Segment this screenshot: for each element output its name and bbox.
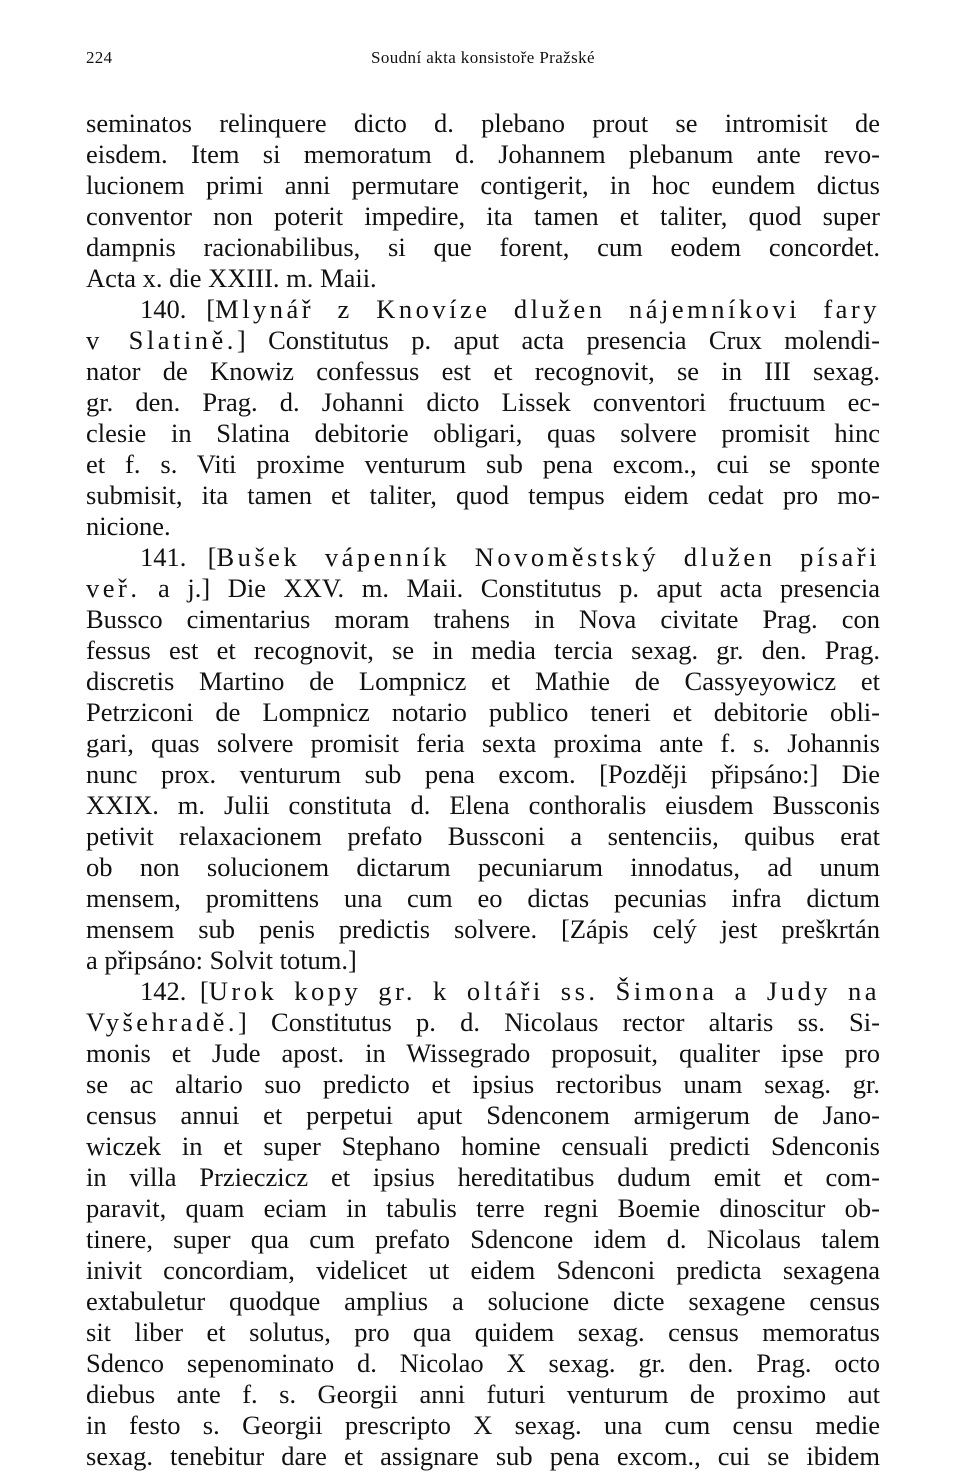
text-line (86, 294, 880, 325)
document-body (86, 108, 880, 1472)
text-line (86, 542, 880, 573)
text-line (86, 697, 880, 728)
line-text: sexag. tenebitur dare et assignare sub pena excom., cui se ibidem (86, 1441, 880, 1471)
text-line (86, 976, 880, 1007)
line-text: wiczek in et super Stephano homine censuali predicti Sdenconis (86, 1131, 880, 1161)
text-line (86, 883, 880, 914)
line-text: in festo s. Georgii prescripto X sexag. una cum censu medie (86, 1410, 880, 1440)
line-text: mensem, promittens una cum eo dictas pecunias infra dictum (86, 883, 880, 913)
text-line (86, 1162, 880, 1193)
text-line (86, 232, 880, 263)
spaced-heading-text: veř. (86, 573, 141, 603)
spaced-heading-text: v Slatině. (86, 325, 237, 355)
text-line (86, 1410, 880, 1441)
text-line (86, 759, 880, 790)
line-text: seminatos relinquere dicto d. plebano prout se intromisit de (86, 108, 880, 138)
spaced-heading-text: Mlynář z Knovíze dlužen nájemníkovi fary (215, 294, 881, 324)
line-text: nator de Knowiz confessus est et recognovit, se in III sexag. (86, 356, 880, 386)
line-text: dampnis racionabilibus, si que forent, cum eodem concordet. (86, 232, 880, 262)
line-text: discretis Martino de Lompnicz et Mathie de Cassyeyowicz et (86, 666, 880, 696)
line-text: gr. den. Prag. d. Johanni dicto Lissek conventori fructuum ec- (86, 387, 880, 417)
text-line (86, 1348, 880, 1379)
text-line (86, 1007, 880, 1038)
text-line (86, 821, 880, 852)
line-text: 140. [ (140, 294, 216, 324)
text-line (86, 945, 880, 976)
text-line (86, 1317, 880, 1348)
line-text: monis et Jude apost. in Wissegrado proposuit, qualiter ipse pro (86, 1038, 880, 1068)
line-text: gari, quas solvere promisit feria sexta proxima ante f. s. Johannis (86, 728, 880, 758)
text-line (86, 1255, 880, 1286)
line-text: extabuletur quodque amplius a solucione dicte sexagene census (86, 1286, 880, 1316)
text-line (86, 356, 880, 387)
line-text: nicione. (86, 511, 171, 541)
text-line (86, 325, 880, 356)
line-text: Bussco cimentarius moram trahens in Nova civitate Prag. con (86, 604, 880, 634)
text-line (86, 480, 880, 511)
text-line (86, 201, 880, 232)
line-text: inivit concordiam, videlicet ut eidem Sdenconi predicta sexagena (86, 1255, 880, 1285)
text-line (86, 1069, 880, 1100)
line-text: petivit relaxacionem prefato Bussconi a sentenciis, quibus erat (86, 821, 880, 851)
text-line (86, 1100, 880, 1131)
text-line (86, 1224, 880, 1255)
line-text: tinere, super qua cum prefato Sdencone idem d. Nicolaus talem (86, 1224, 880, 1254)
text-line (86, 604, 880, 635)
line-text: a j.] Die XXV. m. Maii. Constitutus p. aput acta presencia (140, 573, 880, 603)
text-line (86, 1038, 880, 1069)
line-text: a připsáno: Solvit totum.] (86, 945, 357, 975)
text-line (86, 263, 880, 294)
text-line (86, 635, 880, 666)
page-header (86, 48, 880, 72)
running-title: Soudní akta konsistoře Pražské (371, 48, 595, 67)
line-text: sit liber et solutus, pro qua quidem sexag. census memoratus (86, 1317, 880, 1347)
line-text: Acta x. die XXIII. m. Maii. (86, 263, 377, 293)
line-text: nunc prox. venturum sub pena excom. [Později připsáno:] Die (86, 759, 880, 789)
text-line (86, 1379, 880, 1410)
text-line (86, 108, 880, 139)
line-text: fessus est et recognovit, se in media tercia sexag. gr. den. Prag. (86, 635, 880, 665)
text-line (86, 914, 880, 945)
line-text: ob non solucionem dictarum pecuniarum innodatus, ad unum (86, 852, 880, 882)
text-line (86, 666, 880, 697)
line-text: mensem sub penis predictis solvere. [Zápis celý jest preškrtán (86, 914, 880, 944)
line-text: Sdenco sepenominato d. Nicolao X sexag. gr. den. Prag. octo (86, 1348, 880, 1378)
spaced-heading-text: Vyšehradě. (86, 1007, 238, 1037)
text-line (86, 728, 880, 759)
spaced-heading-text: Bušek vápenník Novoměstský dlužen písaři (216, 542, 880, 572)
line-text: ] Constitutus p. aput acta presencia Crux molendi- (236, 325, 880, 355)
text-line (86, 790, 880, 821)
line-text: XXIX. m. Julii constituta d. Elena conthoralis eiusdem Bussconis (86, 790, 880, 820)
text-line (86, 387, 880, 418)
line-text: lucionem primi anni permutare contigerit, in hoc eundem dictus (86, 170, 880, 200)
line-text: ] Constitutus p. d. Nicolaus rector altaris ss. Si- (238, 1007, 880, 1037)
line-text: paravit, quam eciam in tabulis terre regni Boemie dinoscitur ob- (86, 1193, 880, 1223)
line-text: clesie in Slatina debitorie obligari, quas solvere promisit hinc (86, 418, 880, 448)
text-line (86, 852, 880, 883)
line-text: diebus ante f. s. Georgii anni futuri venturum de proximo aut (86, 1379, 880, 1409)
text-line (86, 418, 880, 449)
page-number: 224 (86, 48, 113, 67)
line-text: Petrziconi de Lompnicz notario publico teneri et debitorie obli- (86, 697, 880, 727)
text-line (86, 1286, 880, 1317)
text-line (86, 139, 880, 170)
line-text: et f. s. Viti proxime venturum sub pena excom., cui se sponte (86, 449, 880, 479)
line-text: submisit, ita tamen et taliter, quod tempus eidem cedat pro mo- (86, 480, 880, 510)
text-line (86, 449, 880, 480)
spaced-heading-text: Urok kopy gr. k oltáři ss. Šimona a Judy na (208, 976, 881, 1006)
line-text: census annui et perpetui aput Sdenconem armigerum de Jano- (86, 1100, 880, 1130)
text-line (86, 1131, 880, 1162)
text-line (86, 573, 880, 604)
text-line (86, 170, 880, 201)
line-text: se ac altario suo predicto et ipsius rectoribus unam sexag. gr. (86, 1069, 880, 1099)
text-line (86, 1193, 880, 1224)
line-text: conventor non poterit impedire, ita tamen et taliter, quod super (86, 201, 880, 231)
line-text: eisdem. Item si memoratum d. Johannem plebanum ante revo- (86, 139, 880, 169)
line-text: 142. [ (140, 976, 209, 1006)
line-text: 141. [ (140, 542, 217, 572)
text-line (86, 511, 880, 542)
line-text: in villa Przieczicz et ipsius hereditatibus dudum emit et com- (86, 1162, 880, 1192)
